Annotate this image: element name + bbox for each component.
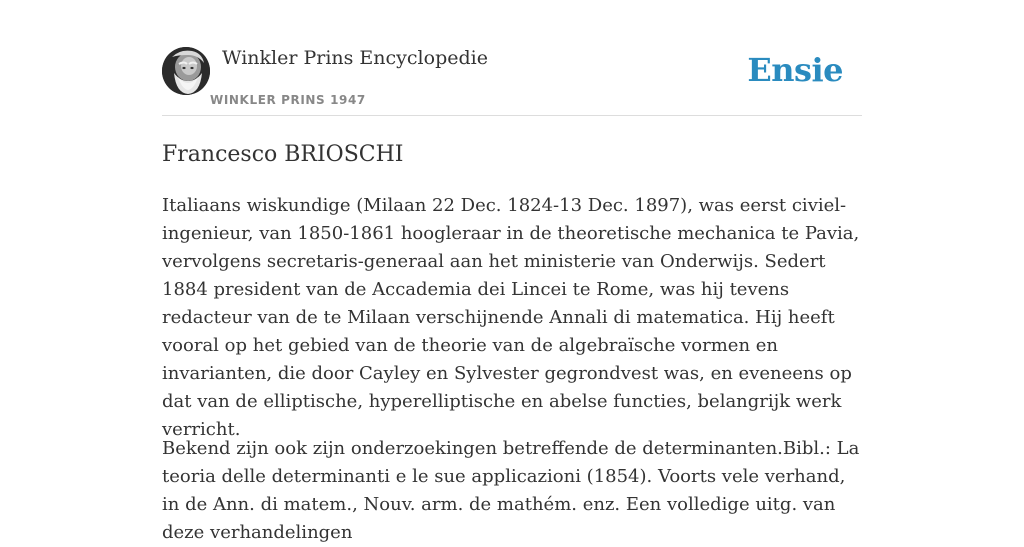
entry-title: Francesco BRIOSCHI <box>162 142 404 167</box>
source-header <box>162 0 862 116</box>
bearded-man-portrait-icon[interactable] <box>162 47 210 95</box>
brand-logo[interactable]: Ensie <box>747 51 843 89</box>
source-title[interactable]: Winkler Prins Encyclopedie <box>222 47 488 69</box>
source-subtitle[interactable]: WINKLER PRINS 1947 <box>210 93 366 107</box>
article-paragraph: Italiaans wiskundige (Milaan 22 Dec. 1824-13 Dec. 1897), was eerst civiel-ingenieur, van 1850-1861 hoogleraar in de theoretische mechanica te Pavia, vervolgens secretaris-generaal aan het ministerie van Onderwijs. Sedert 1884 president van de Accademia dei Lincei te Rome, was hij tevens redacteur van de te Milaan verschijnende Annali di matematica. Hij heeft vooral op het gebied van de theorie van de algebraïsche vormen en invarianten, die door Cayley en Sylvester gegrondvest was, en eveneens op dat van de elliptische, hyperelliptische en abelse functies, belangrijk werk verricht. <box>162 195 860 440</box>
article-paragraph: Bekend zijn ook zijn onderzoekingen betreffende de determinanten.Bibl.: La teoria delle determinanti e le sue applicazioni (1854). Voorts vele verhand, in de Ann. di matem., Nouv. arm. de mathém. enz. Een volledige uitg. van deze verhandelingen <box>162 438 860 543</box>
page <box>162 0 862 543</box>
